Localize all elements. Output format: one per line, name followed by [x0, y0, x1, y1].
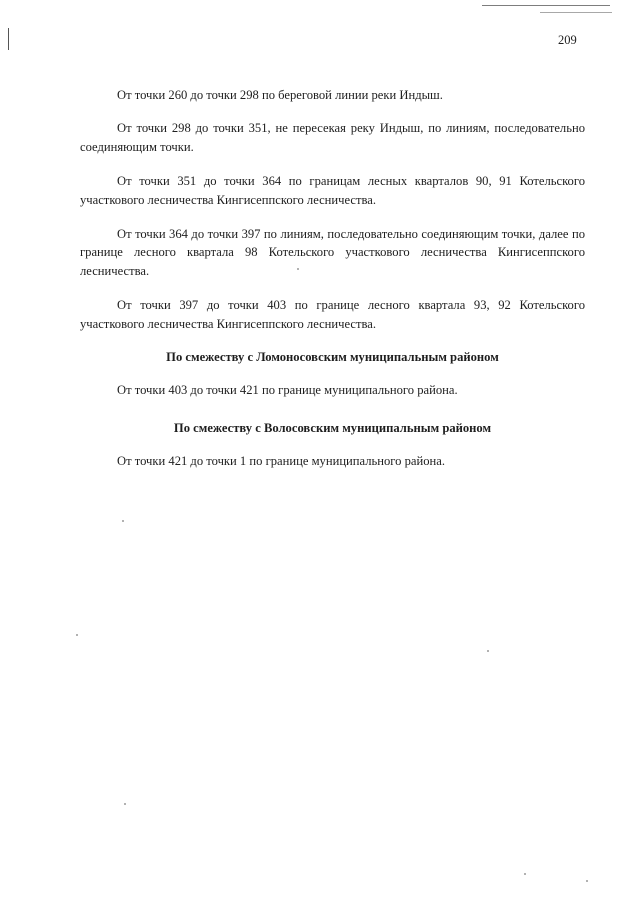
top-rule: [482, 5, 610, 6]
paragraph-3: От точки 351 до точки 364 по границам лесных кварталов 90, 91 Котельского участкового лесничества Кингисеппского лесничества.: [80, 174, 585, 207]
paragraph-4: От точки 364 до точки 397 по линиям, последовательно соединяющим точки, далее по границе лесного квартала 98 Котельского участкового лесничества Кингисеппского лесничества.: [80, 227, 585, 278]
scan-speck: [122, 520, 124, 522]
section-heading-volosovo: По смежеству с Волосовским муниципальным районом: [173, 420, 492, 435]
scan-speck: [586, 880, 588, 882]
scan-speck: [76, 634, 78, 636]
scan-speck: [524, 873, 526, 875]
section-heading-lomonosov: По смежеству с Ломоносовским муниципальным районом: [166, 350, 499, 365]
scan-speck: [124, 803, 126, 805]
section-text-volosovo: От точки 421 до точки 1 по границе муниципального района.: [117, 454, 446, 469]
document-body: [80, 86, 585, 471]
scan-speck: [297, 268, 299, 270]
section-text-lomonosov: От точки 403 до точки 421 по границе муниципального района.: [117, 383, 458, 398]
scan-speck: [487, 650, 489, 652]
paragraph-2: От точки 298 до точки 351, не пересекая реку Индыш, по линиям, последовательно соединяющим точки.: [80, 121, 585, 154]
paragraph-1: От точки 260 до точки 298 по береговой линии реки Индыш.: [117, 88, 443, 102]
paragraph-5: От точки 397 до точки 403 по границе лесного квартала 93, 92 Котельского участкового лесничества Кингисеппского лесничества.: [80, 298, 585, 331]
top-rule-secondary: [540, 12, 612, 13]
page-number: 209: [558, 33, 577, 47]
binding-mark: [8, 28, 9, 50]
